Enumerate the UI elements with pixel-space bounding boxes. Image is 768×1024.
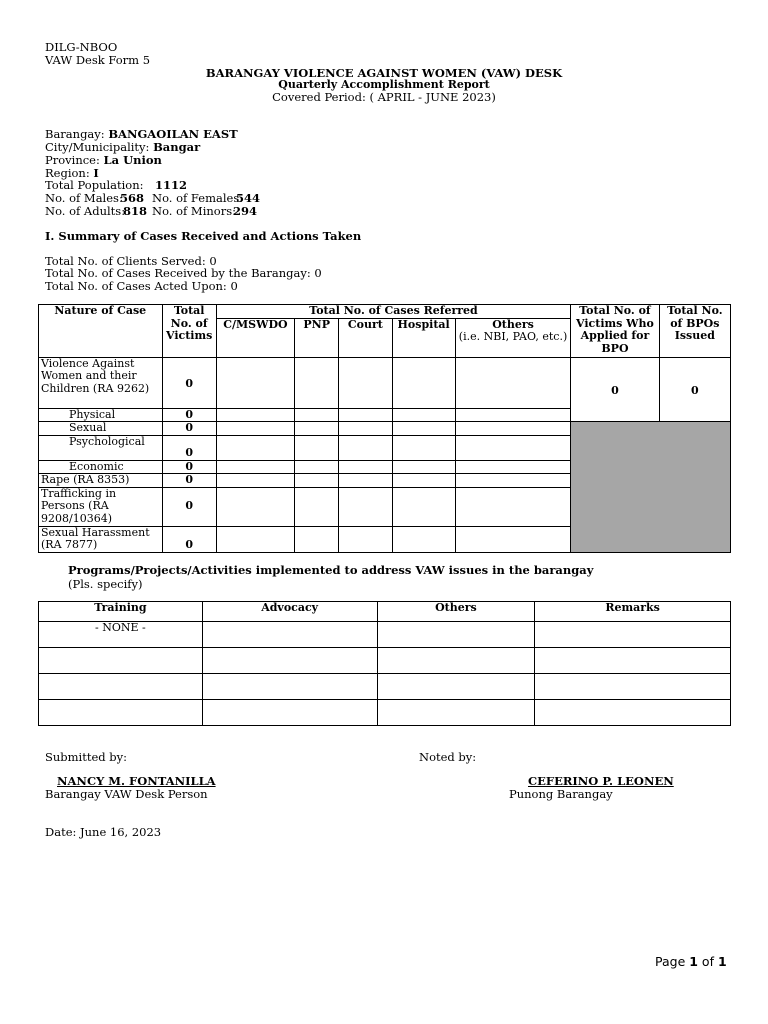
row-label-economic: Economic — [39, 460, 163, 474]
section-heading: I. Summary of Cases Received and Actions Taken — [45, 229, 362, 243]
barangay-line — [45, 127, 238, 141]
header-others-programs: Others — [377, 602, 535, 622]
city-line — [45, 140, 200, 154]
submitted-by-label: Submitted by: — [45, 750, 128, 764]
males-label: No. of Males: — [45, 191, 123, 205]
row-total-sexual: 0 — [162, 422, 216, 436]
row-total-psychological: 0 — [162, 435, 216, 460]
header-hospital: Hospital — [392, 318, 455, 357]
report-title: BARANGAY VIOLENCE AGAINST WOMEN (VAW) DESK — [205, 66, 563, 80]
row-total-economic: 0 — [162, 460, 216, 474]
header-cmswdo: C/MSWDO — [216, 318, 294, 357]
table-row — [39, 422, 731, 436]
cases-table — [38, 304, 731, 553]
header-bpo-issued: Total No. of BPOs Issued — [659, 305, 730, 358]
training-none: - NONE - — [39, 622, 203, 648]
programs-heading: Programs/Projects/Activities implemented to address VAW issues in the barangay — [68, 563, 594, 577]
population-label: Total Population: — [45, 178, 144, 192]
row-total-vawc: 0 — [162, 357, 216, 408]
table-row — [39, 700, 731, 726]
adults-label: No. of Adults: — [45, 204, 126, 218]
header-training: Training — [39, 602, 203, 622]
noted-role: Punong Barangay — [509, 787, 613, 801]
page-prefix: Page — [655, 954, 690, 969]
city-value: Bangar — [153, 140, 201, 154]
header-others — [455, 318, 571, 357]
form-number: VAW Desk Form 5 — [45, 53, 151, 67]
report-date: Date: June 16, 2023 — [45, 825, 162, 839]
region-value: I — [93, 166, 99, 180]
header-cases-referred: Total No. of Cases Referred — [216, 305, 571, 319]
row-total-trafficking: 0 — [162, 487, 216, 526]
header-pnp: PNP — [295, 318, 339, 357]
header-advocacy: Advocacy — [202, 602, 377, 622]
page-of: of — [697, 954, 718, 969]
programs-table — [38, 601, 731, 726]
header-total-victims: Total No. of Victims — [162, 305, 216, 358]
cases-received: Total No. of Cases Received by the Barangay: 0 — [45, 266, 322, 280]
barangay-label: Barangay: — [45, 127, 105, 141]
table-row — [39, 357, 731, 408]
province-line — [45, 153, 162, 167]
minors-value: 294 — [233, 204, 258, 218]
header-remarks: Remarks — [535, 602, 731, 622]
header-others-sub: (i.e. NBI, PAO, etc.) — [458, 330, 568, 343]
row-total-rape: 0 — [162, 474, 216, 488]
males-value: 568 — [120, 191, 145, 205]
header-bpo-applied: Total No. of Victims Who Applied for BPO — [571, 305, 659, 358]
shaded-area — [571, 422, 731, 553]
row-label-physical: Physical — [39, 408, 163, 422]
agency-code: DILG-NBOO — [45, 40, 118, 54]
minors-label: No. of Minors: — [152, 204, 236, 218]
table-row — [39, 622, 731, 648]
population-value: 1112 — [155, 178, 188, 192]
row-label-sexual: Sexual — [39, 422, 163, 436]
page-current: 1 — [689, 954, 698, 969]
adults-value: 818 — [123, 204, 148, 218]
programs-note: (Pls. specify) — [68, 577, 143, 591]
bpo-issued-value: 0 — [659, 357, 730, 422]
report-subtitle: Quarterly Accomplishment Report — [278, 78, 490, 91]
row-label-vawc: Violence Against Women and their Children (RA 9262) — [39, 357, 163, 408]
barangay-value: BANGAOILAN EAST — [108, 127, 238, 141]
row-label-harassment: Sexual Harassment (RA 7877) — [39, 526, 163, 552]
row-label-rape: Rape (RA 8353) — [39, 474, 163, 488]
females-value: 544 — [236, 191, 261, 205]
row-total-harassment: 0 — [162, 526, 216, 552]
province-value: La Union — [103, 153, 162, 167]
submitted-name: NANCY M. FONTANILLA — [57, 774, 216, 788]
region-label: Region: — [45, 166, 90, 180]
row-total-physical: 0 — [162, 408, 216, 422]
bpo-applied-value: 0 — [571, 357, 659, 422]
submitted-role: Barangay VAW Desk Person — [45, 787, 208, 801]
covered-period: Covered Period: ( APRIL - JUNE 2023) — [272, 90, 496, 104]
row-label-psychological: Psychological — [39, 435, 163, 460]
header-nature: Nature of Case — [39, 305, 163, 358]
females-label: No. of Females: — [152, 191, 244, 205]
province-label: Province: — [45, 153, 100, 167]
cases-acted: Total No. of Cases Acted Upon: 0 — [45, 279, 238, 293]
clients-served: Total No. of Clients Served: 0 — [45, 254, 217, 268]
city-label: City/Municipality: — [45, 140, 150, 154]
page-total: 1 — [717, 954, 727, 969]
page-number — [655, 954, 727, 969]
table-row — [39, 648, 731, 674]
row-label-trafficking: Trafficking in Persons (RA 9208/10364) — [39, 487, 163, 526]
header-court: Court — [339, 318, 392, 357]
header-others-label: Others — [492, 317, 534, 331]
noted-by-label: Noted by: — [419, 750, 477, 764]
noted-name: CEFERINO P. LEONEN — [528, 774, 674, 788]
table-row — [39, 674, 731, 700]
